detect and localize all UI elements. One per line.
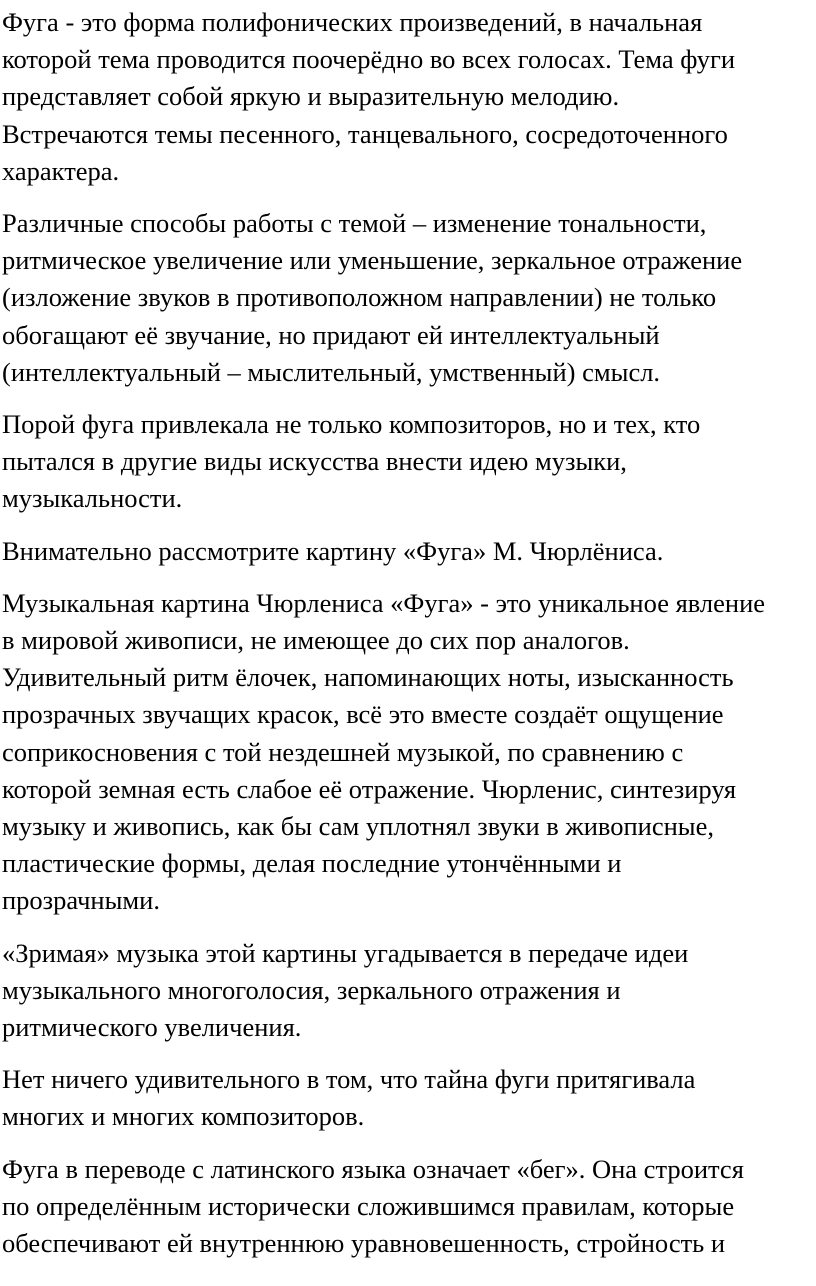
- paragraph-painting-prompt: [2, 533, 816, 570]
- text-line: по определённым исторически сложившимся правилам, которые: [2, 1190, 735, 1221]
- text-line: представляет собой яркую и выразительную мелодию.: [2, 81, 620, 112]
- text-line: (интеллектуальный – мыслительный, умственный) смысл.: [2, 356, 661, 387]
- text-line: музыку и живопись, как бы сам уплотнял звуки в живописные,: [2, 811, 714, 842]
- text-line: обеспечивают ей внутреннюю уравновешенность, стройность и: [2, 1228, 726, 1259]
- text-line: которой земная есть слабое её отражение. Чюрленис, синтезируя: [2, 773, 737, 804]
- text-line: Удивительный ритм ёлочек, напоминающих ноты, изысканность: [2, 662, 734, 693]
- text-line: прозрачными.: [2, 885, 160, 916]
- text-line: прозрачных звучащих красок, всё это вместе создаёт ощущение: [2, 699, 724, 730]
- text-line: обогащают её звучание, но придают ей интеллектуальный: [2, 319, 660, 350]
- text-line: Встречаются темы песенного, танцевального, сосредоточенного: [2, 118, 728, 149]
- paragraph-theme-techniques: [2, 205, 816, 391]
- paragraph-fugue-mystery: [2, 1061, 816, 1135]
- text-line: характера.: [2, 155, 120, 186]
- text-line: многих и многих композиторов.: [2, 1101, 365, 1132]
- text-line: «Зримая» музыка этой картины угадывается в передаче идеи: [2, 937, 689, 968]
- text-line: (изложение звуков в противоположном направлении) не только: [2, 282, 717, 313]
- text-line: пытался в другие виды искусства внести идею музыки,: [2, 446, 627, 477]
- text-line: музыкального многоголосия, зеркального отражения и: [2, 974, 621, 1005]
- text-line: Фуга - это форма полифонических произведений, в начальная: [2, 7, 703, 37]
- paragraph-fugue-definition: [2, 4, 816, 190]
- text-line: которой тема проводится поочерёдно во всех голосах. Тема фуги: [2, 44, 736, 75]
- text-line: в мировой живописи, не имеющее до сих пор аналогов.: [2, 625, 630, 656]
- text-line: соприкосновения с той нездешней музыкой, по сравнению с: [2, 736, 684, 767]
- paragraph-visible-music: [2, 935, 816, 1047]
- paragraph-fugue-attraction: [2, 406, 816, 518]
- text-line: Нет ничего удивительного в том, что тайна фуги притягивала: [2, 1064, 696, 1095]
- text-line: музыкальности.: [2, 483, 183, 514]
- text-line: Различные способы работы с темой – изменение тональности,: [2, 208, 707, 239]
- text-line: пластические формы, делая последние утончёнными и: [2, 848, 622, 879]
- text-line: Музыкальная картина Чюрлениса «Фуга» - это уникальное явление: [2, 587, 766, 618]
- text-line: ритмическое увеличение или уменьшение, зеркальное отражение: [2, 245, 743, 276]
- text-line: Внимательно рассмотрите картину «Фуга» М. Чюрлёниса.: [2, 535, 664, 566]
- text-line: ритмического увеличения.: [2, 1012, 302, 1043]
- paragraph-fugue-translation: [2, 1151, 816, 1263]
- text-line: Фуга в переводе с латинского языка означает «бег». Она строится: [2, 1153, 744, 1184]
- paragraph-painting-description: [2, 585, 816, 920]
- text-line: Порой фуга привлекала не только композиторов, но и тех, кто: [2, 409, 701, 440]
